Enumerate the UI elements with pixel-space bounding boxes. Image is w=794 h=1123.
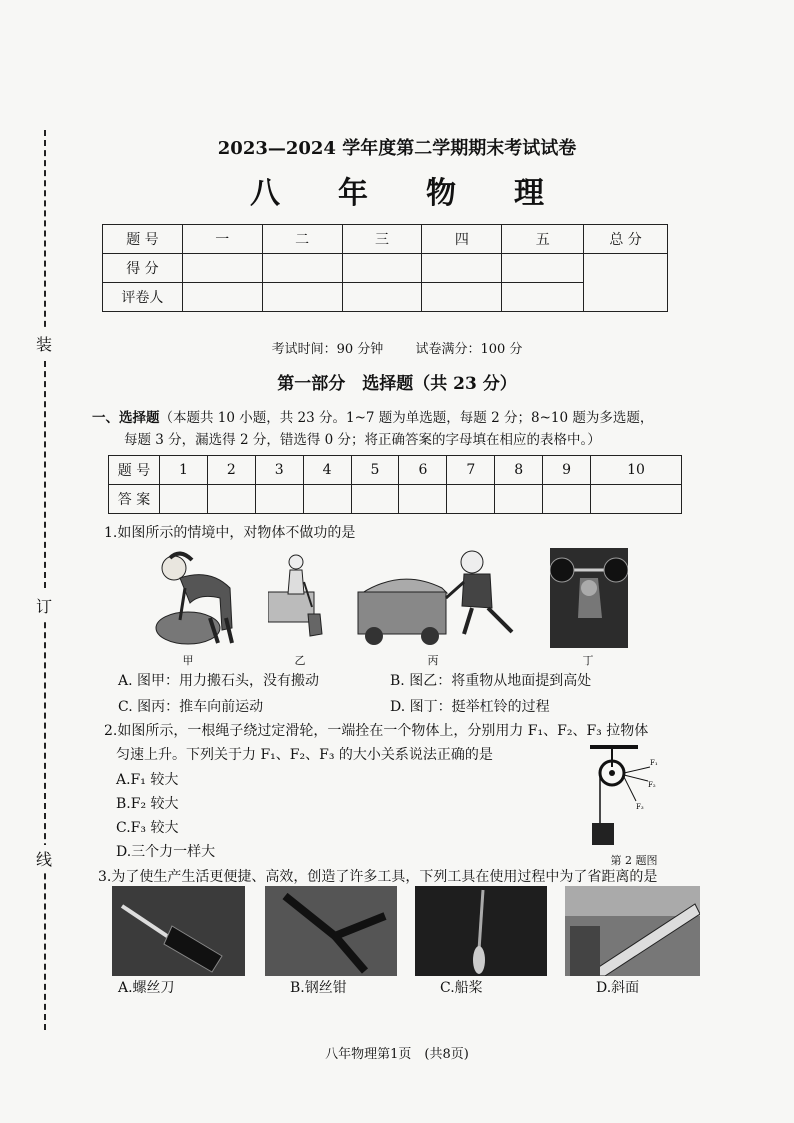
answer-cell[interactable] (399, 485, 447, 514)
subject-title: 八年物理 (250, 176, 602, 211)
q1-option-d: D. 图丁：挺举杠铃的过程 (390, 699, 550, 715)
photo-incline (565, 886, 700, 976)
answer-cell[interactable] (591, 485, 682, 514)
answer-row-label: 答 案 (109, 485, 160, 514)
answer-cell[interactable] (543, 485, 591, 514)
question-2-stem-1: 2.如图所示，一根绳子绕过定滑轮，一端拴在一个物体上，分别用力 F₁、F₂、F₃ 拉物体 (104, 723, 649, 739)
score-table (102, 224, 668, 312)
q2-option-a: A.F₁ 较大 (116, 772, 179, 788)
score-row-label: 评卷人 (103, 283, 183, 312)
q3-option-a: A.螺丝刀 (118, 980, 175, 996)
answer-cell[interactable] (160, 485, 208, 514)
binding-char: 装 (36, 330, 52, 357)
question-1-stem: 1.如图所示的情境中，对物体不做功的是 (104, 525, 356, 541)
illustration-lifting-stone (140, 548, 240, 648)
photo-pliers (265, 886, 397, 976)
answer-cell[interactable] (351, 485, 399, 514)
answer-number: 5 (351, 456, 399, 485)
q1-option-a: A. 图甲：用力搬石头，没有搬动 (118, 673, 320, 689)
answer-cell[interactable] (303, 485, 351, 514)
score-header: 二 (262, 225, 342, 254)
force-label-f1: F₁ (650, 759, 658, 767)
photo-oar (415, 886, 547, 976)
photo-weightlifting (550, 548, 628, 648)
grader-cell[interactable] (502, 283, 584, 312)
q2-option-b: B.F₂ 较大 (116, 796, 179, 812)
caption-jia: 甲 (182, 654, 194, 667)
section-number: 一、 (92, 410, 119, 426)
answer-number: 10 (591, 456, 682, 485)
q2-option-c: C.F₃ 较大 (116, 820, 179, 836)
score-header: 五 (502, 225, 584, 254)
score-row-label: 得 分 (103, 254, 183, 283)
q1-option-c: C. 图丙：推车向前运动 (118, 699, 264, 715)
answer-number: 2 (207, 456, 255, 485)
q3-option-b: B.钢丝钳 (290, 980, 347, 996)
answer-table (108, 455, 682, 514)
exam-time: 考试时间：90 分钟 (271, 342, 384, 357)
q2-option-d: D.三个力一样大 (116, 844, 216, 860)
answer-number: 6 (399, 456, 447, 485)
answer-cell[interactable] (495, 485, 543, 514)
score-cell[interactable] (182, 254, 262, 283)
question-2-stem-2: 匀速上升。下列关于力 F₁、F₂、F₃ 的大小关系说法正确的是 (116, 747, 493, 763)
section-name: 选择题 (119, 410, 160, 426)
photo-screwdriver (112, 886, 245, 976)
q3-option-d: D.斜面 (596, 980, 640, 996)
question-3-stem: 3.为了使生产生活更便捷、高效，创造了许多工具，下列工具在使用过程中为了省距离的是 (98, 869, 658, 885)
caption-bing: 丙 (427, 654, 439, 667)
score-header: 四 (422, 225, 502, 254)
illustration-lifting-weight (268, 552, 328, 644)
score-header: 三 (342, 225, 422, 254)
grader-cell[interactable] (182, 283, 262, 312)
binding-line (44, 130, 46, 1030)
grader-cell[interactable] (262, 283, 342, 312)
answer-number: 9 (543, 456, 591, 485)
caption-yi: 乙 (294, 654, 306, 667)
pulley-diagram (588, 745, 664, 853)
figure-2-caption: 第 2 题图 (610, 854, 658, 867)
answer-number: 4 (303, 456, 351, 485)
binding-char: 线 (36, 845, 52, 872)
force-label-f3: F₃ (636, 803, 644, 811)
score-header: 题 号 (103, 225, 183, 254)
answer-cell[interactable] (255, 485, 303, 514)
answer-number: 7 (447, 456, 495, 485)
part-title: 第一部分 选择题（共 23 分） (277, 374, 517, 394)
exam-info (0, 338, 794, 357)
answer-cell[interactable] (207, 485, 255, 514)
total-score-cell[interactable] (584, 254, 668, 312)
page-footer: 八年物理第1页 (共8页) (325, 1047, 469, 1062)
grader-cell[interactable] (342, 283, 422, 312)
exam-title: 2023—2024 学年度第二学期期末考试试卷 (217, 138, 577, 159)
section-rule-1: （本题共 10 小题，共 23 分。1~7 题为单选题，每题 2 分；8~10 题为多选题， (159, 410, 654, 426)
answer-number: 1 (160, 456, 208, 485)
answer-number: 3 (255, 456, 303, 485)
caption-ding: 丁 (582, 654, 594, 667)
score-header: 总 分 (584, 225, 668, 254)
full-marks: 试卷满分：100 分 (415, 342, 523, 357)
answer-cell[interactable] (447, 485, 495, 514)
score-cell[interactable] (422, 254, 502, 283)
score-header: 一 (182, 225, 262, 254)
binding-char: 订 (36, 592, 52, 619)
force-label-f2: F₂ (648, 781, 656, 789)
grader-cell[interactable] (422, 283, 502, 312)
illustration-pushing-cart (352, 548, 532, 648)
answer-number: 8 (495, 456, 543, 485)
score-cell[interactable] (262, 254, 342, 283)
q3-option-c: C.船桨 (440, 980, 483, 996)
section-instructions (92, 407, 696, 451)
q1-option-b: B. 图乙：将重物从地面提到高处 (390, 673, 592, 689)
score-cell[interactable] (502, 254, 584, 283)
section-rule-2: 每题 3 分，漏选得 2 分，错选得 0 分；将正确答案的字母填在相应的表格中。） (124, 432, 601, 448)
score-cell[interactable] (342, 254, 422, 283)
answer-header-label: 题 号 (109, 456, 160, 485)
